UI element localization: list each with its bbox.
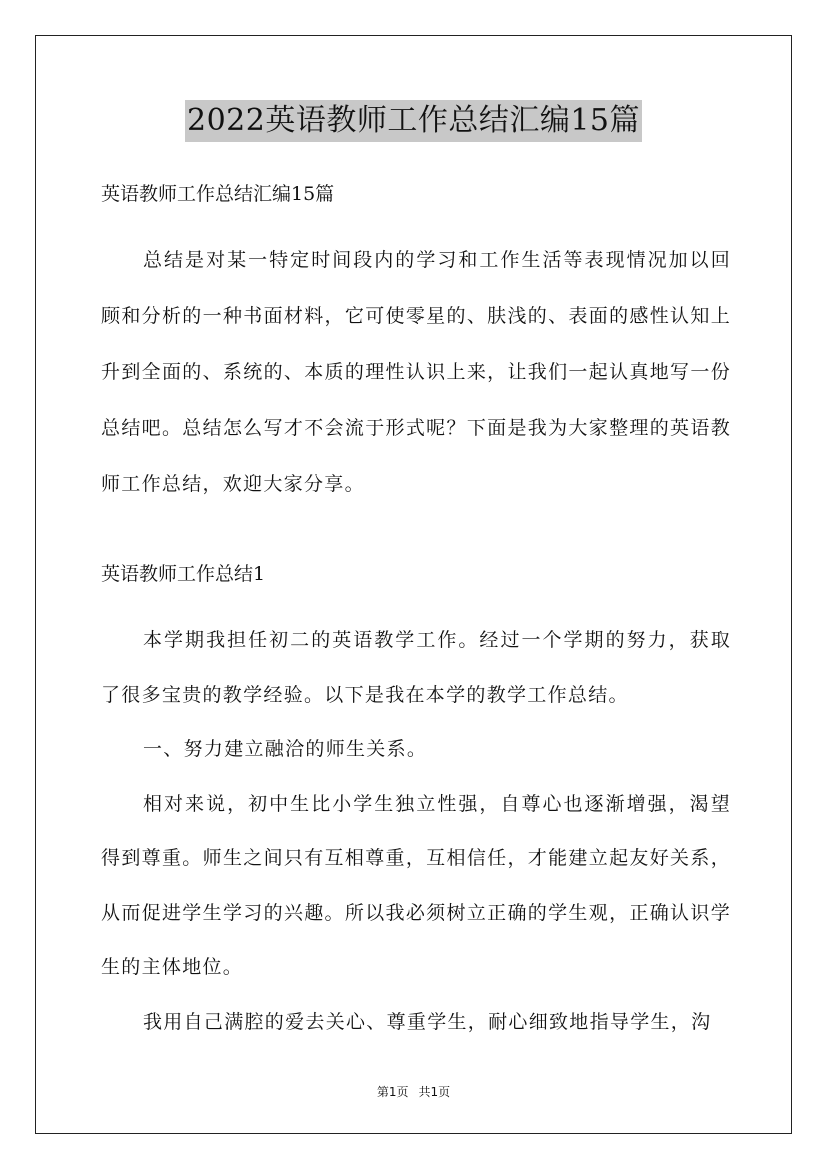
section-heading: 英语教师工作总结1 [101, 563, 266, 585]
body-paragraph: 相对来说，初中生比小学生独立性强，自尊心也逐渐增强，渴望得到尊重。师生之间只有互相尊重，互相信任，才能建立起友好关系，从而促进学生学习的兴趣。所以我必须树立正确的学生观，正确认识学生的主体地位。 [101, 792, 731, 978]
title-container [0, 100, 827, 142]
intro-paragraph: 总结是对某一特定时间段内的学习和工作生活等表现情况加以回顾和分析的一种书面材料，它可使零星的、肤浅的、表面的感性认知上升到全面的、系统的、本质的理性认识上来，让我们一起认真地写一份总结吧。总结怎么写才不会流于形式呢？下面是我为大家整理的英语教师工作总结，欢迎大家分享。 [101, 249, 731, 495]
document-subtitle: 英语教师工作总结汇编15篇 [101, 183, 335, 205]
section-body [101, 613, 731, 1049]
page-total: 共1页 [418, 1085, 451, 1099]
intro-section [101, 232, 731, 512]
body-paragraph: 我用自己满腔的爱去关心、尊重学生，耐心细致地指导学生，沟 [143, 1010, 712, 1033]
body-paragraph-heading: 一、努力建立融洽的师生关系。 [143, 738, 428, 760]
page-footer [0, 1083, 827, 1100]
document-title: 2022英语教师工作总结汇编15篇 [185, 100, 642, 142]
body-paragraph: 本学期我担任初二的英语教学工作。经过一个学期的努力，获取了很多宝贵的教学经验。以下是我在本学的教学工作总结。 [101, 629, 731, 706]
page-number: 第1页 [376, 1085, 409, 1099]
